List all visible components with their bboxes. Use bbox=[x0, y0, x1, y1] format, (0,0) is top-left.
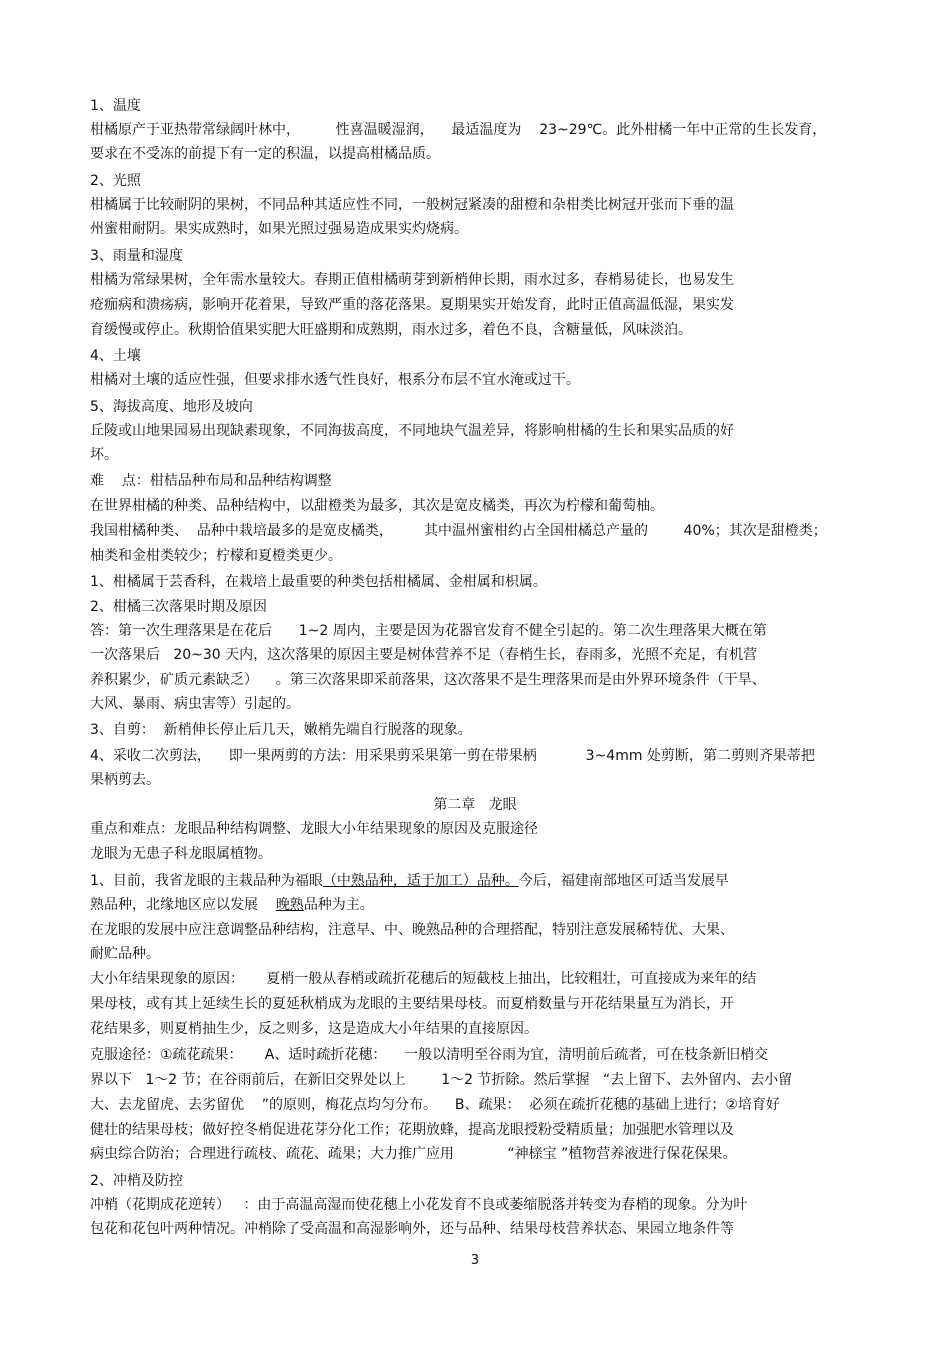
heading-shoot-flush: 2、冲梢及防控 bbox=[90, 1173, 183, 1189]
heading-soil: 4、土壤 bbox=[90, 348, 141, 364]
text-line: 大、去龙留虎、去劣留优 ”的原则，梅花点均匀分布。 B、疏果： 必须在疏折花穗的基础上进行；②培育好 bbox=[90, 1097, 780, 1113]
text-line: 一次落果后 20~30 天内，这次落果的原因主要是树体营养不足（春梢生长，春雨多，光照不充足，有机营 bbox=[90, 647, 758, 663]
text-line: 要求在不受冻的前提下有一定的积温，以提高柑橘品质。 bbox=[90, 146, 440, 162]
text-line: 包花和花包叶两种情况。冲梢除了受高温和高湿影响外，还与品种、结果母枝营养状态、果园立地条件等 bbox=[90, 1221, 734, 1237]
text-line: 克服途径：①疏花疏果： A、适时疏折花穗： 一般以清明至谷雨为宜，清明前后疏者，可在枝条新旧梢交 bbox=[90, 1047, 769, 1063]
page-number: 3 bbox=[470, 1253, 480, 1268]
heading-altitude: 5、海拔高度、地形及坡向 bbox=[90, 399, 253, 415]
text-line: 病虫综合防治；合理进行疏枝、疏花、疏果；大力推广应用 “神榇宝 ”植物营养液进行保花保果。 bbox=[90, 1146, 737, 1162]
heading-light: 2、光照 bbox=[90, 173, 141, 189]
text-line: 在世界柑橘的种类、品种结构中，以甜橙类为最多，其次是宽皮橘类，再次为柠檬和葡萄柚。 bbox=[90, 498, 664, 514]
text-line: 大小年结果现象的原因： 夏梢一般从春梢或疏折花穗后的短截枝上抽出，比较粗壮，可直接成为来年的结 bbox=[90, 971, 757, 987]
text-line-main-varieties bbox=[90, 872, 729, 890]
heading-rain: 3、雨量和湿度 bbox=[90, 248, 183, 264]
text-line: 育缓慢或停止。秋期恰值果实肥大旺盛期和成熟期，雨水过多，着色不良，含糖量低，风味淡泊。 bbox=[90, 322, 692, 338]
text-line: 柑橘原产于亚热带常绿阔叶林中， 性喜温暖湿润， 最适温度为 23~29℃。此外柑橘一年中正常的生长发育， bbox=[90, 122, 827, 138]
difficulty-heading: 难 点：柑桔品种布局和品种结构调整 bbox=[90, 473, 332, 489]
text-line: 果柄剪去。 bbox=[90, 772, 160, 788]
text-line: 耐贮品种。 bbox=[90, 946, 160, 962]
underlined-text: 晚熟 bbox=[275, 897, 304, 913]
text-line: 冲梢（花期成花逆转） ：由于高温高湿而使花穗上小花发育不良或萎缩脱落并转变为春梢的现象。分为叶 bbox=[90, 1197, 748, 1213]
heading-temperature: 1、温度 bbox=[90, 98, 141, 114]
text-line: 养积累少，矿质元素缺乏） 。第三次落果即采前落果，这次落果不是生理落果而是由外界环境条件（干旱、 bbox=[90, 672, 766, 688]
text-segment: 今后，福建南部地区可适当发展早 bbox=[518, 873, 729, 889]
text-line: 2、柑橘三次落果时期及原因 bbox=[90, 599, 267, 615]
text-line: 3、自剪： 新梢伸长停止后几天，嫩梢先端自行脱落的现象。 bbox=[90, 722, 472, 738]
text-line: 健壮的结果母枝；做好控冬梢促进花芽分化工作；花期放蜂，提高龙眼授粉受精质量；加强肥水管理以及 bbox=[90, 1122, 734, 1138]
text-line: 1、柑橘属于芸香科，在栽培上最重要的种类包括柑橘属、金柑属和枳属。 bbox=[90, 574, 547, 590]
text-line: 答：第一次生理落果是在花后 1~2 周内，主要是因为花器官发育不健全引起的。第二次生理落果大概在第 bbox=[90, 623, 767, 639]
key-points: 重点和难点：龙眼品种结构调整、龙眼大小年结果现象的原因及克服途径 bbox=[90, 821, 538, 837]
text-line: 丘陵或山地果园易出现缺素现象，不同海拔高度，不同地块气温差异，将影响柑橘的生长和果实品质的好 bbox=[90, 423, 734, 439]
text-line: 我国柑橘种类、 品种中栽培最多的是宽皮橘类， 其中温州蜜柑约占全国柑橘总产量的 40%；其次是甜橙类； bbox=[90, 523, 827, 539]
text-line-late-varieties bbox=[90, 896, 374, 914]
text-segment: 1、目前，我省龙眼的主栽品种为福眼 bbox=[90, 873, 323, 889]
text-line: 4、采收二次剪法， 即一果两剪的方法：用采果剪采果第一剪在带果柄 3~4mm 处剪断，第二剪则齐果蒂把 bbox=[90, 748, 815, 764]
text-line: 柚类和金柑类较少；柠檬和夏橙类更少。 bbox=[90, 548, 342, 564]
text-segment: 熟品种，北缘地区应以发展 bbox=[90, 897, 258, 913]
underlined-text: （中熟品种，适于加工）品种。 bbox=[322, 873, 519, 889]
text-line: 龙眼为无患子科龙眼属植物。 bbox=[90, 846, 272, 862]
chapter-title: 第二章 龙眼 bbox=[433, 797, 517, 813]
text-line: 柑橘为常绿果树，全年需水量较大。春期正值柑橘萌芽到新梢伸长期，雨水过多，春梢易徒长，也易发生 bbox=[90, 272, 734, 288]
text-line: 界以下 1～2 节；在谷雨前后，在新旧交界处以上 1～2 节折除。然后掌握 “去上留下、去外留内、去小留 bbox=[90, 1072, 793, 1088]
text-line: 在龙眼的发展中应注意调整品种结构，注意早、中、晚熟品种的合理搭配，特别注意发展稀特优、大果、 bbox=[90, 922, 734, 938]
text-line: 坏。 bbox=[90, 447, 118, 463]
text-line: 柑橘属于比较耐阴的果树，不同品种其适应性不同，一般树冠紧凑的甜橙和杂柑类比树冠开张而下垂的温 bbox=[90, 197, 734, 213]
text-line: 州蜜柑耐阴。果实成熟时，如果光照过强易造成果实灼烧病。 bbox=[90, 221, 468, 237]
text-line: 果母枝，或有其上延续生长的夏延秋梢成为龙眼的主要结果母枝。而夏梢数量与开花结果量互为消长，开 bbox=[90, 996, 734, 1012]
text-line: 柑橘对土壤的适应性强，但要求排水透气性良好，根系分布层不宜水淹或过干。 bbox=[90, 372, 580, 388]
text-line: 花结果多，则夏梢抽生少，反之则多，这是造成大小年结果的直接原因。 bbox=[90, 1021, 538, 1037]
text-line: 大风、暴雨、病虫害等）引起的。 bbox=[90, 696, 300, 712]
text-segment: 品种为主。 bbox=[303, 897, 374, 913]
text-line: 疮痂病和溃疡病，影响开花着果，导致严重的落花落果。夏期果实开始发育，此时正值高温低湿，果实发 bbox=[90, 297, 734, 313]
